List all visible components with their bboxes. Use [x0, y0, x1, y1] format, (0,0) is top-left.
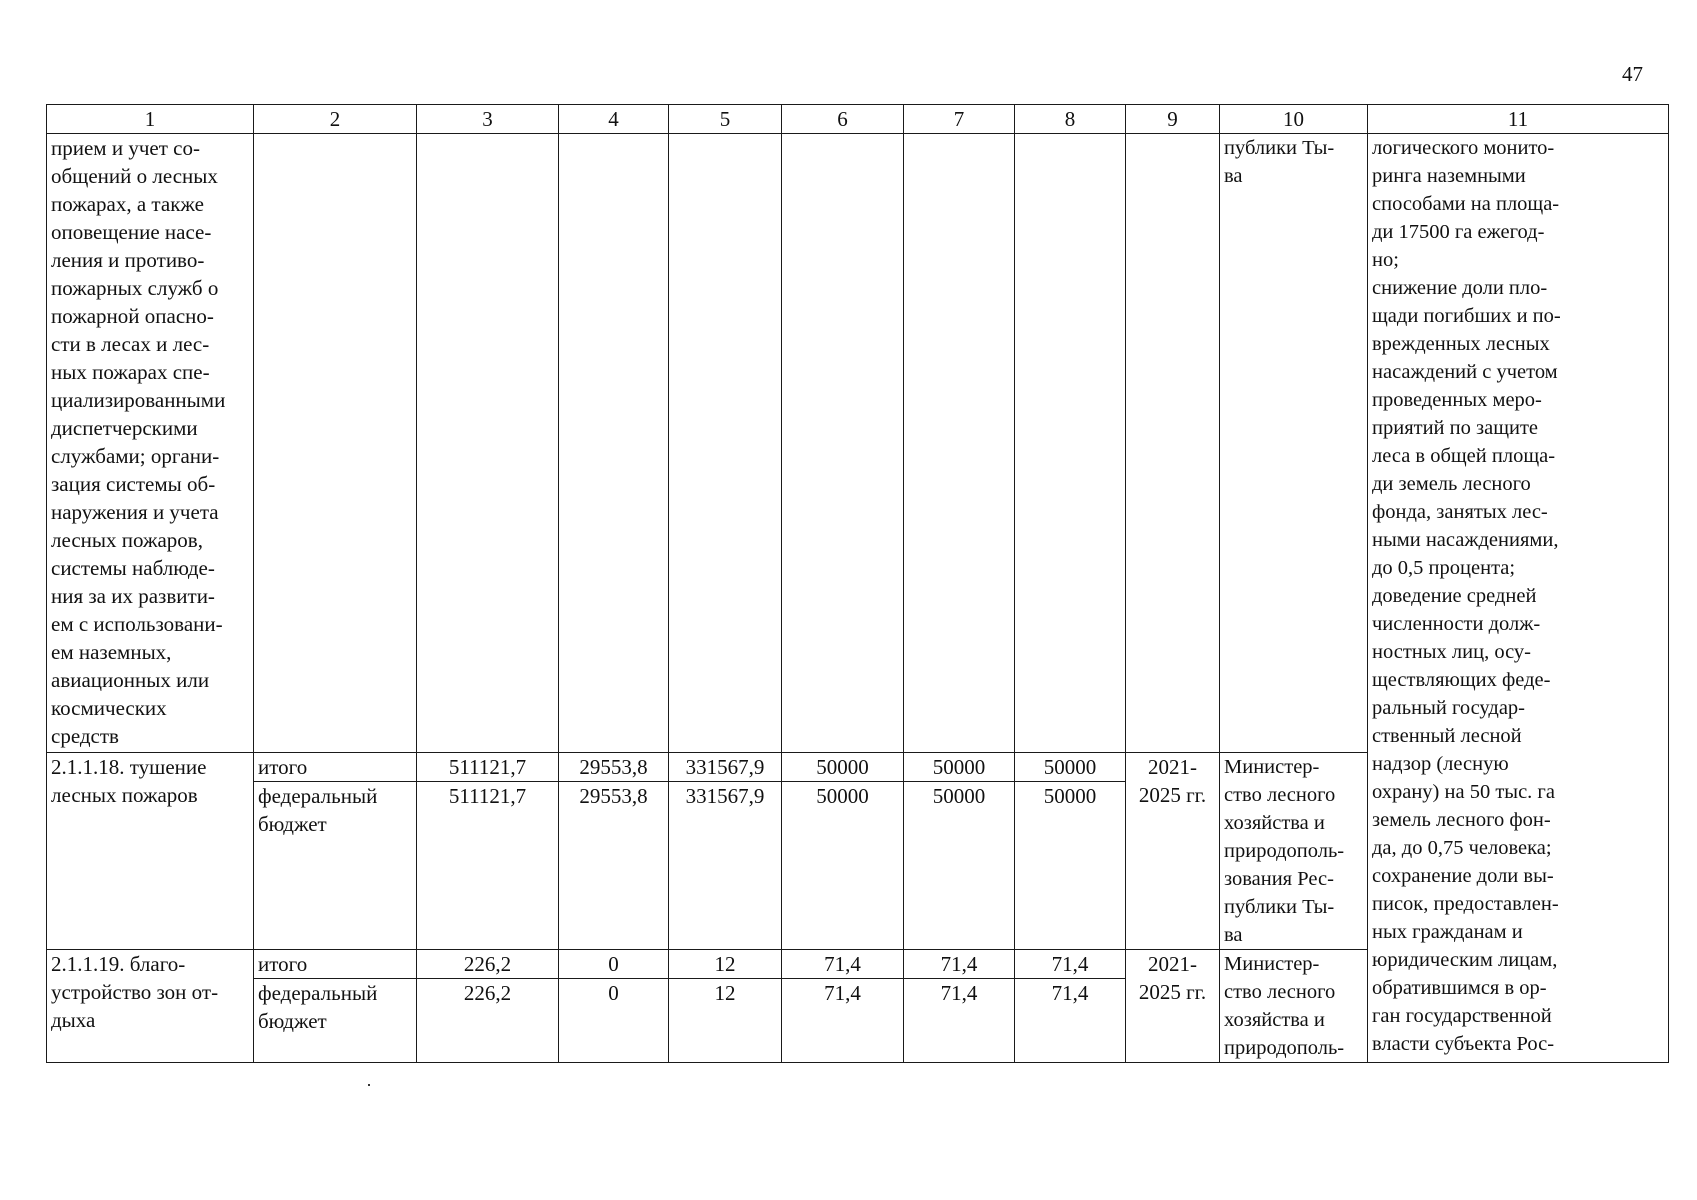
value-cell: 0	[559, 950, 669, 979]
value-cell: 331567,9	[669, 782, 782, 950]
empty-cell	[559, 134, 669, 753]
value-cell: 71,4	[782, 979, 904, 1063]
col-header: 3	[417, 105, 559, 134]
value-cell: 0	[559, 979, 669, 1063]
period-cell: 2021- 2025 гг.	[1126, 753, 1220, 950]
value-cell: 50000	[1015, 782, 1126, 950]
empty-cell	[254, 134, 417, 753]
value-cell: 71,4	[904, 950, 1015, 979]
funding-source: итого	[254, 753, 417, 782]
value-cell: 29553,8	[559, 782, 669, 950]
executor-cell: публики Ты- ва	[1220, 134, 1368, 753]
value-cell: 12	[669, 950, 782, 979]
value-cell: 226,2	[417, 979, 559, 1063]
empty-cell	[417, 134, 559, 753]
empty-cell	[1015, 134, 1126, 753]
empty-cell	[782, 134, 904, 753]
col-header: 5	[669, 105, 782, 134]
value-cell: 29553,8	[559, 753, 669, 782]
value-cell: 50000	[1015, 753, 1126, 782]
value-cell: 71,4	[782, 950, 904, 979]
measure-name: 2.1.1.18. тушение лесных пожаров	[47, 753, 254, 950]
value-cell: 50000	[782, 782, 904, 950]
measure-description: прием и учет со- общений о лесных пожарах, а также оповещение насе- ления и противо- пожарных служб о пожарной опасно- сти в лесах и лес- ных пожарах спе- циализированными диспетчерскими службами; органи- зация системы об- наружения и учета лесных пожаров, системы наблюде- ния за их развити- ем с использовани- ем наземных, авиационных или космических средств	[47, 134, 254, 753]
value-cell: 71,4	[1015, 979, 1126, 1063]
table-row	[47, 134, 1669, 753]
scan-speck	[368, 1084, 370, 1086]
measure-name: 2.1.1.19. благо- устройство зон от- дыха	[47, 950, 254, 1063]
funding-source: федеральный бюджет	[254, 979, 417, 1063]
value-cell: 511121,7	[417, 782, 559, 950]
value-cell: 511121,7	[417, 753, 559, 782]
program-table	[46, 104, 1669, 1063]
col-header: 4	[559, 105, 669, 134]
value-cell: 50000	[904, 753, 1015, 782]
value-cell: 226,2	[417, 950, 559, 979]
executor-cell: Министер- ство лесного хозяйства и природополь-	[1220, 950, 1368, 1063]
funding-source: федеральный бюджет	[254, 782, 417, 950]
header-row	[47, 105, 1669, 134]
col-header: 11	[1368, 105, 1669, 134]
value-cell: 71,4	[904, 979, 1015, 1063]
col-header: 9	[1126, 105, 1220, 134]
page-number: 47	[1622, 62, 1643, 86]
col-header: 2	[254, 105, 417, 134]
col-header: 10	[1220, 105, 1368, 134]
col-header: 7	[904, 105, 1015, 134]
empty-cell	[669, 134, 782, 753]
indicators-cell: логического монито- ринга наземными способами на площа- ди 17500 га ежегод- но; снижение доли пло- щади погибших и по- врежденных лесных насаждений с учетом проведенных меро- приятий по защите леса в общей площа- ди земель лесного фонда, занятых лес- ными насаждениями, до 0,5 процента; доведение средней численности долж- ностных лиц, осу- ществляющих феде- ральный государ- ственный лесной надзор (лесную охрану) на 50 тыс. га земель лесного фон- да, до 0,75 человека; сохранение доли вы- писок, предоставлен- ных гражданам и юридическим лицам, обратившимся в ор- ган государственной власти субъекта Рос-	[1368, 134, 1669, 1063]
empty-cell	[904, 134, 1015, 753]
col-header: 6	[782, 105, 904, 134]
empty-cell	[1126, 134, 1220, 753]
executor-cell: Министер- ство лесного хозяйства и природополь- зования Рес- публики Ты- ва	[1220, 753, 1368, 950]
period-cell: 2021- 2025 гг.	[1126, 950, 1220, 1063]
value-cell: 12	[669, 979, 782, 1063]
col-header: 8	[1015, 105, 1126, 134]
value-cell: 71,4	[1015, 950, 1126, 979]
col-header: 1	[47, 105, 254, 134]
funding-source: итого	[254, 950, 417, 979]
value-cell: 331567,9	[669, 753, 782, 782]
value-cell: 50000	[904, 782, 1015, 950]
value-cell: 50000	[782, 753, 904, 782]
